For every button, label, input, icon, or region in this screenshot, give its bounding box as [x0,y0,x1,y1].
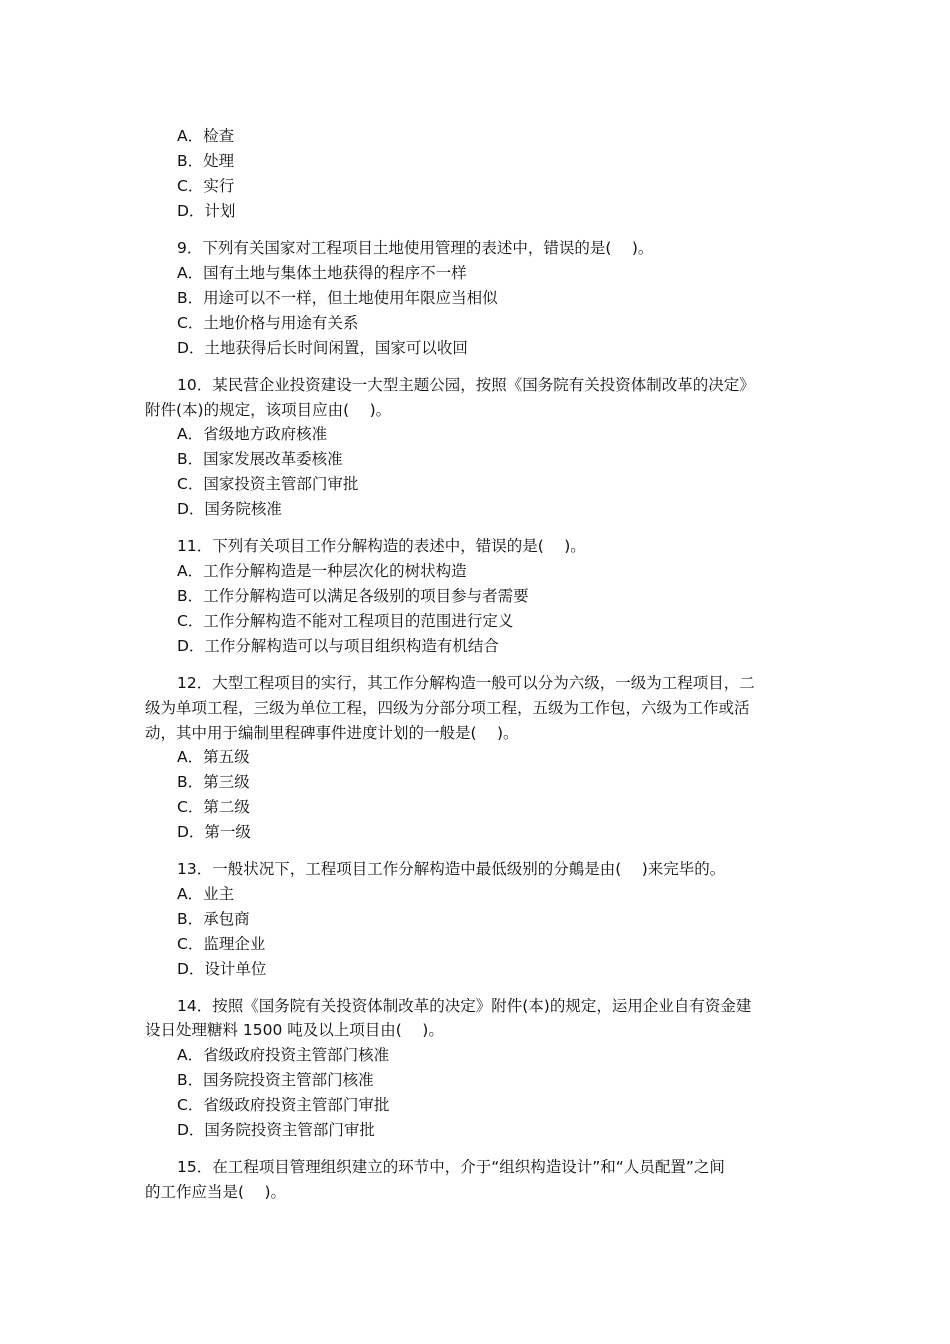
question-11-option-c: C．工作分解构造不能对工程项目的范围进行定义 [177,612,514,630]
option-a: A．检查 [177,127,235,145]
question-9-option-d: D．土地获得后长时间闲置，国家可以收回 [177,339,468,357]
question-11-option-a: A．工作分解构造是一种层次化的树状构造 [177,562,467,580]
question-13-option-b: B．承包商 [177,910,250,928]
question-9-option-c: C．土地价格与用途有关系 [177,314,359,332]
question-13-stem: 13．一般状况下，工程项目工作分解构造中最低级别的分鷏是由( )来完毕的。 [177,860,726,878]
question-12-option-a: A．第五级 [177,748,250,766]
question-13-option-d: D．设计单位 [177,960,267,978]
question-10-option-b: B．国家发展改革委核准 [177,450,343,468]
question-10-stem-line1: 10．某民营企业投资建设一大型主题公园，按照《国务院有关投资体制改革的决定》 [177,376,755,394]
question-15-stem-line1: 15．在工程项目管理组织建立的环节中，介于“组织构造设计”和“人员配置”之间 [177,1158,725,1176]
question-14-option-c: C．省级政府投资主管部门审批 [177,1096,390,1114]
question-12-stem-line1: 12．大型工程项目的实行，其工作分解构造一般可以分为六级，一级为工程项目，二 [177,674,755,692]
question-12-option-c: C．第二级 [177,798,250,816]
question-12-option-b: B．第三级 [177,773,250,791]
question-9-option-b: B．用途可以不一样，但土地使用年限应当相似 [177,289,498,307]
question-10-option-a: A．省级地方政府核准 [177,425,328,443]
question-10-stem-line2: 附件(本)的规定，该项目应由( )。 [145,401,392,419]
question-12-stem-line3: 动，其中用于编制里程碑事件进度计划的一般是( )。 [145,724,519,742]
question-10-option-c: C．国家投资主管部门审批 [177,475,359,493]
question-13-option-a: A．业主 [177,885,235,903]
question-14-option-d: D．国务院投资主管部门审批 [177,1121,375,1139]
question-15-stem-line2: 的工作应当是( )。 [145,1183,287,1201]
question-14-stem-line1: 14．按照《国务院有关投资体制改革的决定》附件(本)的规定，运用企业自有资金建 [177,997,752,1015]
question-9-option-a: A．国有土地与集体土地获得的程序不一样 [177,264,467,282]
question-11-option-b: B．工作分解构造可以满足各级别的项目参与者需要 [177,587,529,605]
question-14-option-b: B．国务院投资主管部门核准 [177,1071,374,1089]
question-13-option-c: C．监理企业 [177,935,266,953]
question-9-stem: 9．下列有关国家对工程项目土地使用管理的表述中，错误的是( )。 [177,239,654,257]
option-b: B．处理 [177,152,235,170]
question-12-stem-line2: 级为单项工程，三级为单位工程，四级为分部分项工程，五级为工作包，六级为工作或活 [145,699,750,717]
question-11-stem: 11．下列有关项目工作分解构造的表述中，错误的是( )。 [177,537,586,555]
option-c: C．实行 [177,177,235,195]
option-d: D．计划 [177,202,236,220]
question-10-option-d: D．国务院核准 [177,500,282,518]
question-14-stem-line2: 设日处理糖料 1500 吨及以上项目由( )。 [145,1021,444,1039]
question-14-option-a: A．省级政府投资主管部门核准 [177,1046,390,1064]
question-12-option-d: D．第一级 [177,823,251,841]
question-11-option-d: D．工作分解构造可以与项目组织构造有机结合 [177,637,499,655]
